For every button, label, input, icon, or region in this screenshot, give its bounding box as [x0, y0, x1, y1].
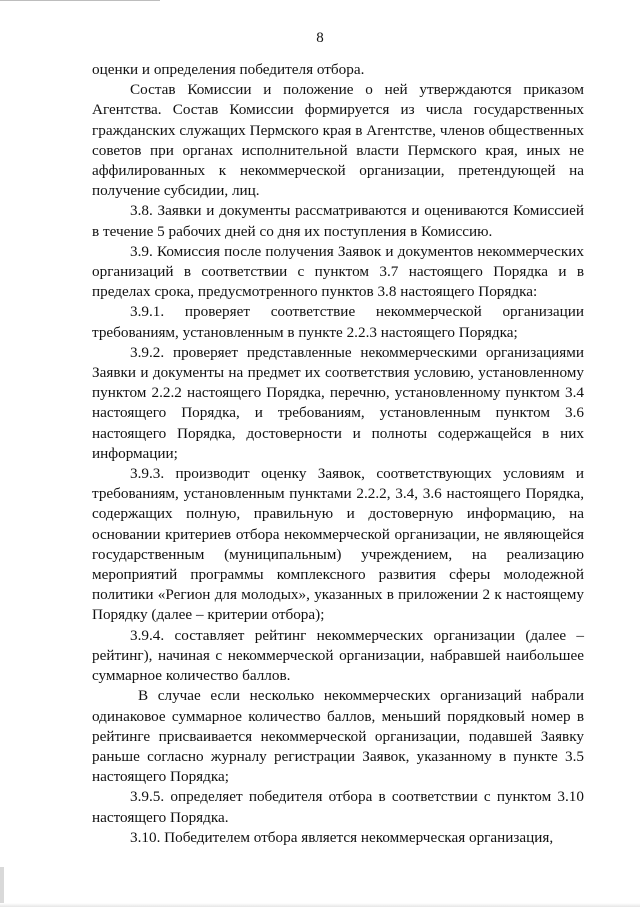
paragraph-commission-composition: Состав Комиссии и положение о ней утверждаются приказом Агентства. Состав Комиссии формируется из числа государственных гражданских служащих Пермского края в Агентстве, членов общественных советов при органах исполнительной власти Пермского края, иных не аффилированных к некоммерческой организации, претендующей на получение субсидии, лиц.	[92, 81, 584, 200]
paragraph-3-9: 3.9. Комиссия после получения Заявок и документов некоммерческих организаций в соответствии с пунктом 3.7 настоящего Порядка и в пределах срока, предусмотренного пунктов 3.8 настоящего Порядка:	[92, 242, 584, 301]
paragraph-tie-rule: В случае если несколько некоммерческих организаций набрали одинаковое суммарное количество баллов, меньший порядковый номер в рейтинге присваивается некоммерческой организации, подавшей Заявку раньше согласно журналу регистрации Заявок, указанному в пункте 3.5 настоящего Порядка;	[92, 687, 584, 786]
paragraph-3-8: 3.8. Заявки и документы рассматриваются и оцениваются Комиссией в течение 5 рабочих дней со дня их поступления в Комиссию.	[92, 202, 584, 240]
document-body	[92, 60, 584, 848]
paragraph-3-9-5: 3.9.5. определяет победителя отбора в соответствии с пунктом 3.10 настоящего Порядка.	[92, 788, 584, 826]
scan-edge-left	[0, 867, 4, 907]
paragraph-3-9-2: 3.9.2. проверяет представленные некоммерческими организациями Заявки и документы на предмет их соответствия условию, установленному пунктом 2.2.2 настоящего Порядка, перечню, установленному пунктом 3.4 настоящего Порядка, и требованиям, установленным пунктом 3.6 настоящего Порядка, достоверности и полноты содержащейся в них информации;	[92, 343, 584, 462]
scan-edge-top	[0, 0, 160, 1]
paragraph-continuation: оценки и определения победителя отбора.	[92, 61, 365, 78]
scan-edge-bottom	[0, 903, 640, 907]
page-number: 8	[316, 30, 324, 46]
paragraph-3-9-1: 3.9.1. проверяет соответствие некоммерческой организации требованиям, установленным в пункте 2.2.3 настоящего Порядка;	[92, 303, 584, 341]
paragraph-3-9-4: 3.9.4. составляет рейтинг некоммерческих организации (далее – рейтинг), начиная с некоммерческой организации, набравшей наибольшее суммарное количество баллов.	[92, 626, 584, 685]
paragraph-3-10: 3.10. Победителем отбора является некоммерческая организация,	[130, 828, 554, 846]
paragraph-3-9-3: 3.9.3. производит оценку Заявок, соответствующих условиям и требованиям, установленным пунктами 2.2.2, 3.4, 3.6 настоящего Порядка, содержащих полную, правильную и достоверную информацию, на основании критериев отбора некоммерческой организации, не являющейся государственным (муниципальным) учреждением, на реализацию мероприятий программы комплексного развития сферы молодежной политики «Регион для молодых», указанных в приложении 2 к настоящему Порядку (далее – критерии отбора);	[92, 465, 584, 624]
